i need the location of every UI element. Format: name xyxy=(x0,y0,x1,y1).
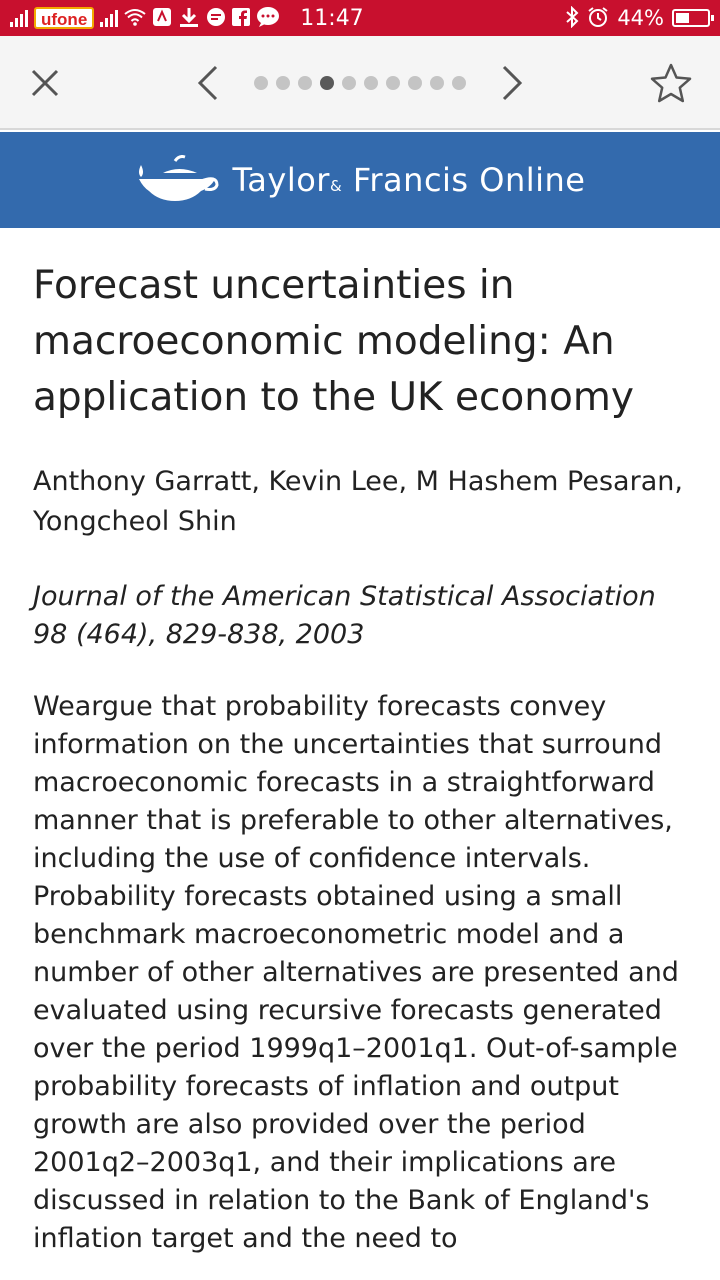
favorite-button[interactable] xyxy=(646,36,696,130)
page-dot xyxy=(254,76,268,90)
page-dot xyxy=(386,76,400,90)
bluetooth-icon xyxy=(565,6,579,31)
lamp-logo-icon xyxy=(135,155,219,205)
page-dot xyxy=(430,76,444,90)
article-journal: Journal of the American Statistical Association 98 (464), 829-838, 2003 xyxy=(33,581,656,650)
article-abstract: Weargue that probability forecasts convey information on the uncertainties that surround macroeconomic forecasts in a straightforward manner that is preferable to other alternatives, including the use of confidence intervals. Probability forecasts obtained using a small benchmark macroeconometric model and a number of other alternatives are presented and evaluated using recursive forecasts generated over the period 1999q1–2001q1. Out-of-sample probability forecasts of inflation and output growth are also provided over the period 2001q2–2003q1, and their implications are discussed in relation to the Bank of England's inflation target and the need to xyxy=(33,691,679,1254)
alarm-icon xyxy=(587,6,609,31)
nav-bar xyxy=(0,36,720,130)
page-indicator xyxy=(254,76,466,90)
article-content xyxy=(33,258,693,1258)
brand-left: Taylor xyxy=(232,161,330,199)
chevron-right-icon xyxy=(501,65,523,101)
publisher-banner xyxy=(0,132,720,228)
page-dot xyxy=(408,76,422,90)
clock-time: 11:47 xyxy=(300,5,364,31)
facebook-icon xyxy=(232,8,250,29)
battery-icon xyxy=(672,9,710,27)
next-button[interactable] xyxy=(492,36,532,130)
battery-fill xyxy=(676,13,689,23)
battery-percent: 44% xyxy=(617,6,664,30)
chat-icon xyxy=(256,6,280,31)
wifi-icon xyxy=(124,8,146,29)
brand-right: Francis Online xyxy=(342,161,586,199)
close-icon xyxy=(30,68,60,98)
location-app-icon xyxy=(152,7,172,30)
message-icon xyxy=(206,7,226,30)
carrier-label: ufone xyxy=(34,7,94,29)
page-dot xyxy=(364,76,378,90)
brand-ampersand: & xyxy=(329,177,343,195)
article-authors: Anthony Garratt, Kevin Lee, M Hashem Pesaran, Yongcheol Shin xyxy=(33,466,683,537)
chevron-left-icon xyxy=(197,65,219,101)
article-title: Forecast uncertainties in macroeconomic modeling: An application to the UK economy xyxy=(33,263,634,420)
page-dot xyxy=(298,76,312,90)
signal-icon xyxy=(10,9,28,27)
publisher-name xyxy=(233,161,586,199)
previous-button[interactable] xyxy=(188,36,228,130)
page-dot xyxy=(342,76,356,90)
star-icon xyxy=(650,63,692,103)
status-bar xyxy=(0,0,720,36)
page-dot xyxy=(276,76,290,90)
signal-2-icon xyxy=(100,9,118,27)
page-dot xyxy=(320,76,334,90)
download-icon xyxy=(178,6,200,31)
page-dot xyxy=(452,76,466,90)
close-button[interactable] xyxy=(20,36,70,130)
